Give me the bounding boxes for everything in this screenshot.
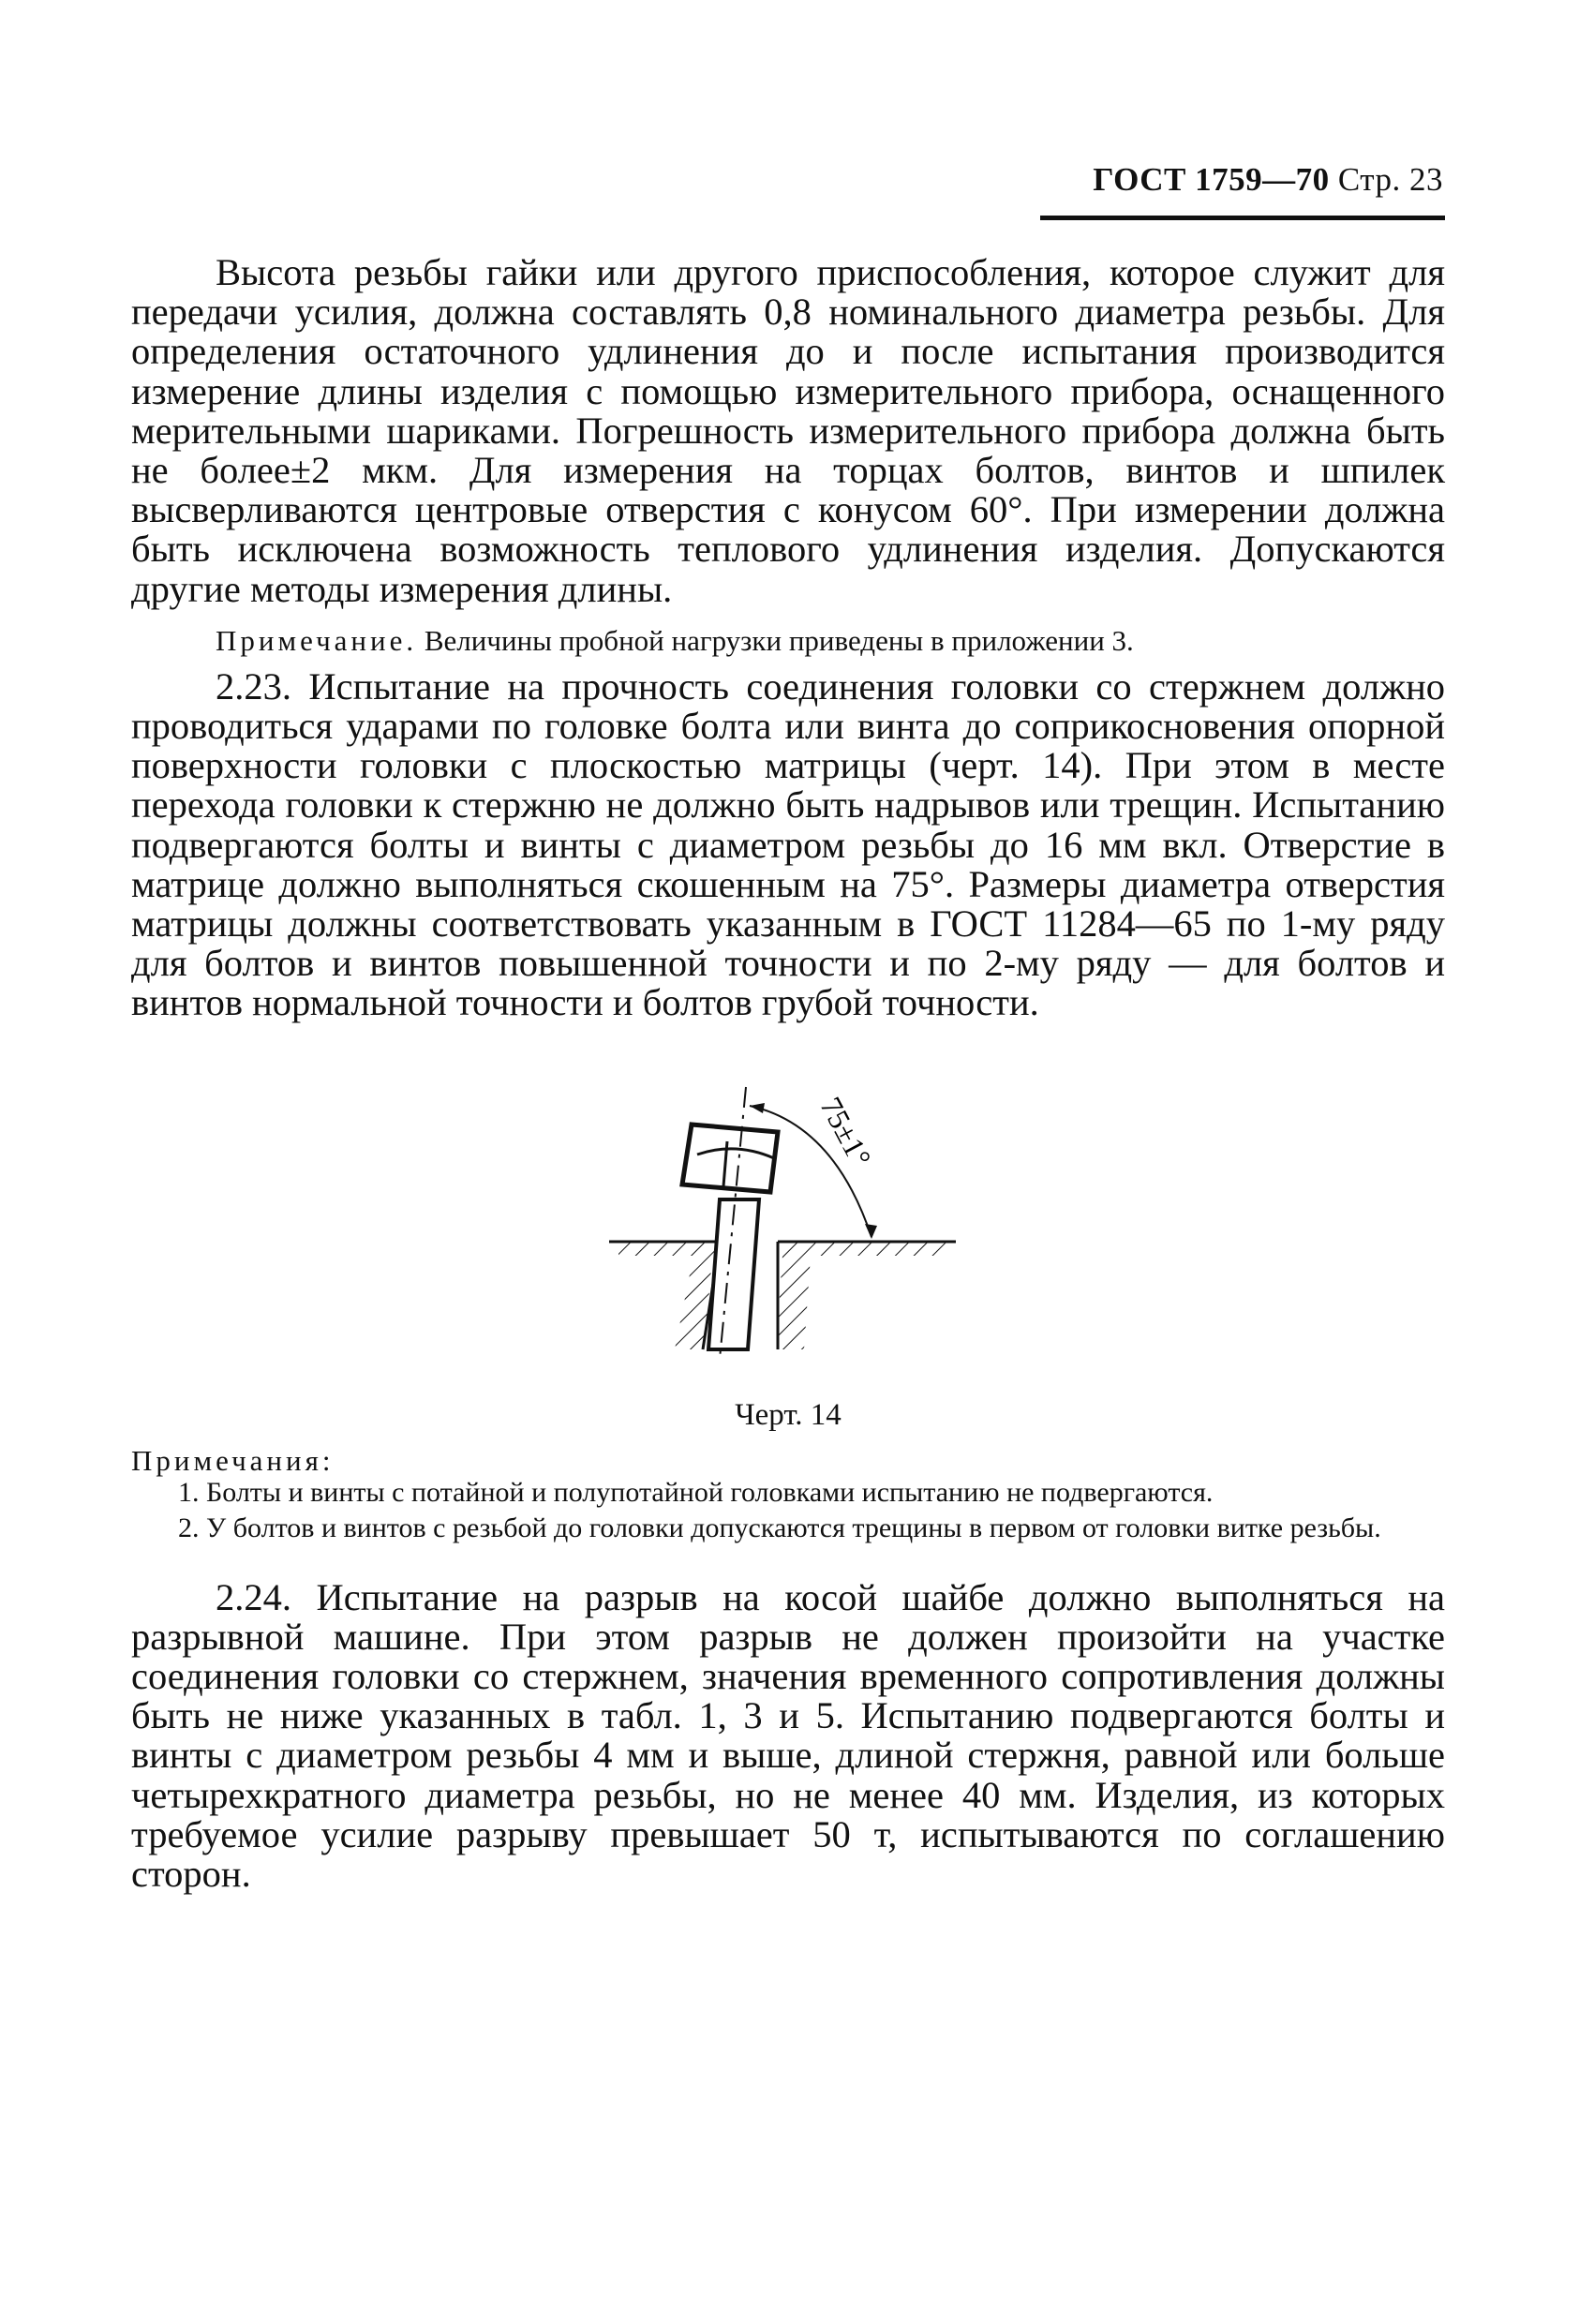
header-rule xyxy=(1040,216,1445,220)
note-item: 2. У болтов и винтов с резьбой до головки допускаются трещины в первом от головки витке резьбы. xyxy=(178,1512,1381,1543)
angle-label: 75±1° xyxy=(813,1091,879,1172)
clause-2-23: 2.23. Испытание на прочность соединения головки со стержнем должно проводиться ударами по головке болта или винта до соприкосновения опорной поверхности головки с плоскостью матрицы (черт. 14). При этом в месте перехода головки к стержню не должно быть надрывов или трещин. Испытанию подвергаются болты и винты с диаметром резьбы до 16 мм вкл. Отверстие в матрице должно выполняться скошенным на 75°. Размеры диаметра отверстия матрицы должны соответствовать указанным в ГОСТ 11284—65 по 1-му ряду для болтов и винтов повышенной точности и по 2-му ряду — для болтов и винтов нормальной точности и болтов грубой точности. xyxy=(131,664,1445,1024)
hatch-right-top xyxy=(778,1242,946,1256)
note-item: 1. Болты и винты с потайной и полупотайной головками испытанию не подвергаются. xyxy=(178,1476,1214,1508)
figure-14 xyxy=(131,1068,1445,1368)
page-header xyxy=(1040,161,1443,199)
document-body xyxy=(131,253,1445,1894)
note-text: Величины пробной нагрузки приведены в приложении 3. xyxy=(424,623,1134,657)
notes-heading: Примечания: xyxy=(131,1443,335,1477)
clause-2-24: 2.24. Испытание на разрыв на косой шайбе должно выполняться на разрывной машине. При этом разрыв не должен произойти на участке соединения головки со стержнем, значения временного сопротивления должны быть не ниже указанных в табл. 1, 3 и 5. Испытанию подвергаются болты и винты с диаметром резьбы 4 мм и выше, длиной стержня, равной или больше четырехкратного диаметра резьбы, но не менее 40 мм. Изделия, из которых требуемое усилие разрыву превышает 50 т, испытываются по соглашению сторон. xyxy=(131,1575,1445,1896)
paragraph-residual-elongation: Высота резьбы гайки или другого приспособления, которое служит для передачи усилия, должна составлять 0,8 номинального диаметра резьбы. Для определения остаточного удлинения до и после испытания производится измерение длины изделия с помощью измерительного прибора, оснащенного мерительными шариками. Погрешность измерительного прибора должна быть не более±2 мкм. Для измерения на торцах болтов, винтов и шпилек высверливаются центровые отверстия с конусом 60°. При измерении должна быть исключена возможность теплового удлинения изделия. Допускаются другие методы измерения длины. xyxy=(131,251,1445,610)
figure-caption: Черт. 14 xyxy=(735,1397,842,1432)
standard-number: ГОСТ 1759—70 xyxy=(1093,161,1330,198)
hatch-left-top xyxy=(618,1242,720,1256)
hatch-left-wall xyxy=(675,1256,712,1349)
bolt-in-die-drawing xyxy=(600,1068,993,1368)
bolt-head xyxy=(682,1125,778,1192)
note-label: Примечание. xyxy=(216,623,418,657)
hatch-right-wall xyxy=(776,1256,811,1349)
page-number: Стр. 23 xyxy=(1337,161,1443,198)
note-proof-load xyxy=(131,624,1445,658)
